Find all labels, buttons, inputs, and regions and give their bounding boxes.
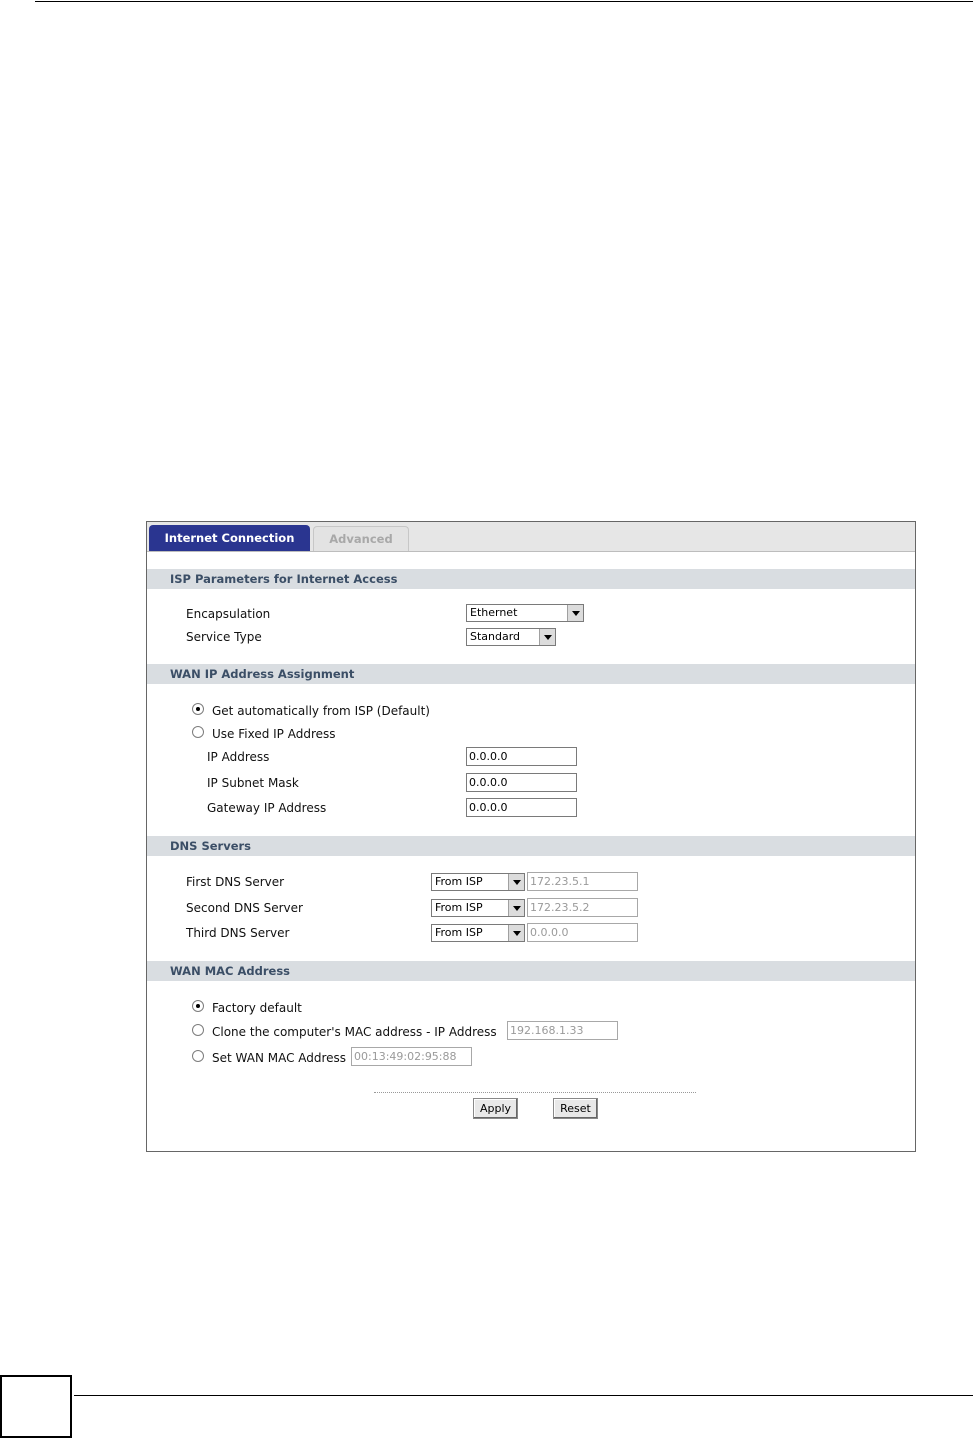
service-type-label: Service Type — [186, 630, 262, 644]
section-wan-ip-assignment: WAN IP Address Assignment — [147, 664, 915, 684]
section-isp-parameters: ISP Parameters for Internet Access — [147, 569, 915, 589]
apply-button[interactable]: Apply — [473, 1098, 518, 1119]
gateway-ip-label: Gateway IP Address — [207, 801, 327, 815]
third-dns-mode-select[interactable] — [431, 924, 525, 942]
gateway-ip-input[interactable]: 0.0.0.0 — [466, 798, 577, 817]
encapsulation-label: Encapsulation — [186, 607, 271, 621]
clone-mac-label: Clone the computer's MAC address - IP Address — [212, 1025, 497, 1039]
radio-get-automatically[interactable] — [192, 703, 204, 715]
ip-address-label: IP Address — [207, 750, 270, 764]
section-wan-mac-address: WAN MAC Address — [147, 961, 915, 981]
page-number-box — [0, 1375, 72, 1438]
factory-default-label: Factory default — [212, 1001, 302, 1015]
third-dns-input[interactable]: 0.0.0.0 — [527, 923, 638, 942]
first-dns-label: First DNS Server — [186, 875, 285, 889]
tab-advanced[interactable]: Advanced — [313, 526, 409, 551]
radio-set-wan-mac[interactable] — [192, 1050, 204, 1062]
third-dns-label: Third DNS Server — [186, 926, 290, 940]
second-dns-mode-select[interactable] — [431, 899, 525, 917]
first-dns-mode-value: From ISP — [435, 875, 483, 888]
chevron-down-icon — [539, 629, 555, 645]
header-rule — [35, 1, 973, 2]
first-dns-mode-select[interactable] — [431, 873, 525, 891]
ip-subnet-mask-input[interactable]: 0.0.0.0 — [466, 773, 577, 792]
chevron-down-icon — [508, 900, 524, 916]
use-fixed-ip-label: Use Fixed IP Address — [212, 727, 336, 741]
get-automatically-label: Get automatically from ISP (Default) — [212, 704, 430, 718]
footer-rule — [74, 1395, 973, 1396]
section-dns-servers: DNS Servers — [147, 836, 915, 856]
radio-factory-default[interactable] — [192, 1000, 204, 1012]
ip-address-input[interactable]: 0.0.0.0 — [466, 747, 577, 766]
chevron-down-icon — [508, 874, 524, 890]
reset-button[interactable]: Reset — [553, 1098, 598, 1119]
chevron-down-icon — [567, 605, 583, 621]
second-dns-label: Second DNS Server — [186, 901, 303, 915]
encapsulation-select[interactable] — [466, 604, 584, 622]
first-dns-input[interactable]: 172.23.5.1 — [527, 872, 638, 891]
service-type-select[interactable] — [466, 628, 556, 646]
clone-ip-input[interactable]: 192.168.1.33 — [507, 1021, 618, 1040]
chevron-down-icon — [508, 925, 524, 941]
tab-bar — [147, 522, 915, 552]
set-wan-mac-label: Set WAN MAC Address — [212, 1051, 347, 1065]
encapsulation-value: Ethernet — [470, 606, 518, 619]
radio-use-fixed-ip[interactable] — [192, 726, 204, 738]
third-dns-mode-value: From ISP — [435, 926, 483, 939]
ip-subnet-mask-label: IP Subnet Mask — [207, 776, 299, 790]
service-type-value: Standard — [470, 630, 521, 643]
internet-connection-panel — [146, 521, 916, 1152]
radio-clone-mac[interactable] — [192, 1024, 204, 1036]
second-dns-mode-value: From ISP — [435, 901, 483, 914]
second-dns-input[interactable]: 172.23.5.2 — [527, 898, 638, 917]
set-wan-mac-input[interactable]: 00:13:49:02:95:88 — [351, 1047, 472, 1066]
tab-internet-connection[interactable]: Internet Connection — [149, 525, 310, 551]
button-divider — [374, 1092, 696, 1093]
